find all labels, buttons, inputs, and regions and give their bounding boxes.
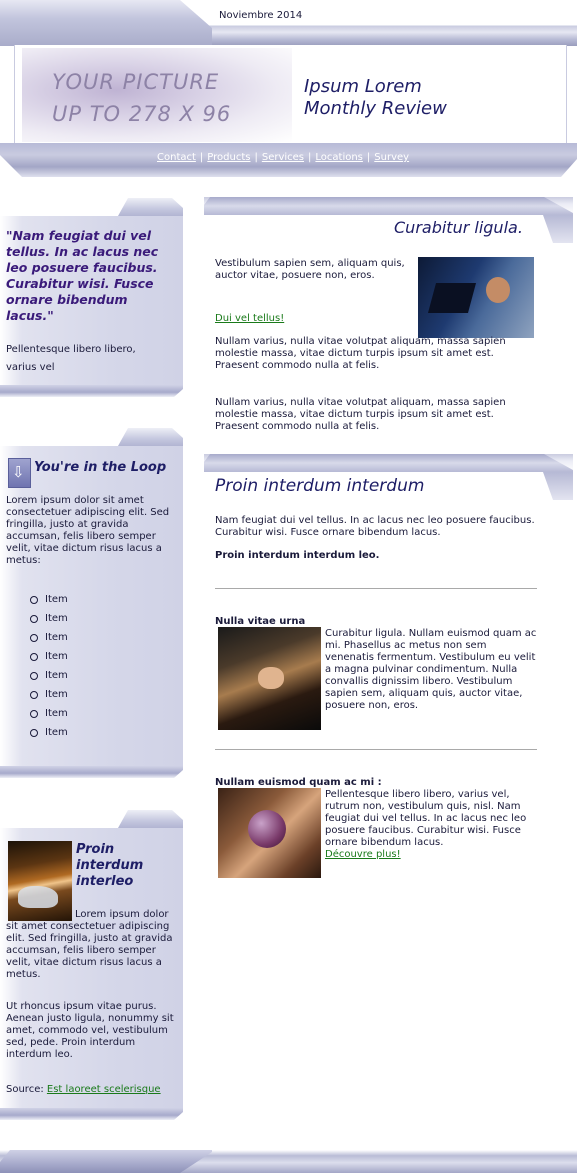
sidebar-quote-sub: Pellentesque libero libero, varius vel [6,344,136,373]
office-photo [418,257,534,338]
nav-separator: | [254,152,258,163]
nav-links [157,152,409,163]
promo-text-2: Ut rhoncus ipsum vitae purus. Aenean justo ligula, nonummy sit amet, commodo vel, vestibulum sed, pede. Proin interdum interdum leo. [6,1001,174,1060]
bullet-icon [30,596,38,604]
loop-text: Lorem ipsum dolor sit amet consectetuer adipiscing elit. Sed fringilla, justo at gravida accumsan, felis libero semper velit, vitae dictum risus lacus a metus: [6,495,170,566]
section-bold-line: Proin interdum interdum leo. [215,550,380,561]
list-item: Item [30,609,68,628]
nav-link-locations[interactable]: Locations [315,152,363,163]
issue-date: Noviembre 2014 [219,10,303,21]
list-item: Item [30,647,68,666]
handshake-photo [218,627,321,730]
nav-separator: | [199,152,204,163]
nav-link-contact[interactable]: Contact [157,152,196,163]
sidebar-quote: "Nam feugiat dui vel tellus. In ac lacus nec leo posuere faucibus. Curabitur wisi. Fusce ornare bibendum lacus." [6,228,159,323]
section-paragraph: Nullam varius, nulla vitae volutpat aliquam, massa sapien molestie massa, vitae dictum turpis ipsum sit amet est. Praesent commodo nulla at felis. [215,397,506,432]
discover-more-link[interactable]: Découvre plus! [325,849,401,860]
footer-tab [0,1150,212,1173]
source-line: Source: Est laoreet scelerisque [6,1084,161,1095]
divider [215,588,537,589]
bullet-icon [30,691,38,699]
read-more-link[interactable]: Dui vel tellus! [215,313,285,324]
source-link[interactable]: Est laoreet scelerisque [46,1084,161,1095]
section-intro: Vestibulum sapien sem, aliquam quis, auctor vitae, posuere non, eros. [215,258,405,281]
nav-separator: | [366,152,371,163]
bullet-icon [30,672,38,680]
section-title: Proin interdum interdum [215,476,425,496]
globe-hands-photo [218,788,321,878]
promo-panel-foot [0,1108,183,1120]
nav-link-survey[interactable]: Survey [374,152,410,163]
section-intro: Nam feugiat dui vel tellus. In ac lacus nec leo posuere faucibus. Curabitur wisi. Fusce ornare bibendum lacus. [215,515,535,538]
bullet-icon [30,615,38,623]
promo-title: Proin interdum interleo [76,842,144,889]
list-item: Item [30,723,68,742]
bullet-icon [30,634,38,642]
quote-panel-foot [0,385,183,397]
list-item: Item [30,666,68,685]
divider [215,749,537,750]
section-title: Curabitur ligula. [394,218,523,237]
list-item: Item [30,704,68,723]
article-heading: Nullam euismod quam ac mi : [215,777,382,788]
header-tab [0,0,212,46]
nav-link-services[interactable]: Services [261,152,305,163]
promo-text: Lorem ipsum dolor sit amet consectetuer adipiscing elit. Sed fringilla, justo at gravida accumsan, felis libero semper velit, vitae dictum risus lacus a metus. [6,909,173,980]
bullet-icon [30,710,38,718]
list-item: Item [30,628,68,647]
article-text: Pellentesque libero libero, varius vel, rutrum non, vestibulum quis, nisl. Nam feugiat dui vel tellus. In ac lacus nec leo posuere faucibus. Curabitur wisi. Fusce ornare bibendum lacus. Découvre plus! [325,789,527,860]
nav-link-products[interactable]: Products [207,152,251,163]
list-item: Item [30,590,68,609]
section-paragraph: Nullam varius, nulla vitae volutpat aliquam, massa sapien molestie massa, vitae dictum turpis ipsum sit amet est. Praesent commodo nulla at felis. [215,336,506,371]
nav-separator: | [308,152,312,163]
site-title: Ipsum Lorem Monthly Review [304,76,447,119]
bullet-icon [30,653,38,661]
bullet-icon [30,729,38,737]
article-heading: Nulla vitae urna [215,616,306,627]
article-text: Curabitur ligula. Nullam euismod quam ac mi. Phasellus ac metus non sem venenatis fermentum. Vestibulum eu velit a magna pulvinar condimentum. Nulla convallis dignissim libero. Vestibulum sapien sem, aliquam quis, auctor vitae, posuere non, eros. [325,628,537,711]
list-item: Item [30,685,68,704]
loop-panel-foot [0,766,183,778]
loop-list [30,590,68,742]
download-arrow-icon [8,458,31,488]
picture-placeholder-text: YOUR PICTURE UP TO 278 X 96 [52,70,232,126]
loop-title: You're in the Loop [34,460,167,475]
